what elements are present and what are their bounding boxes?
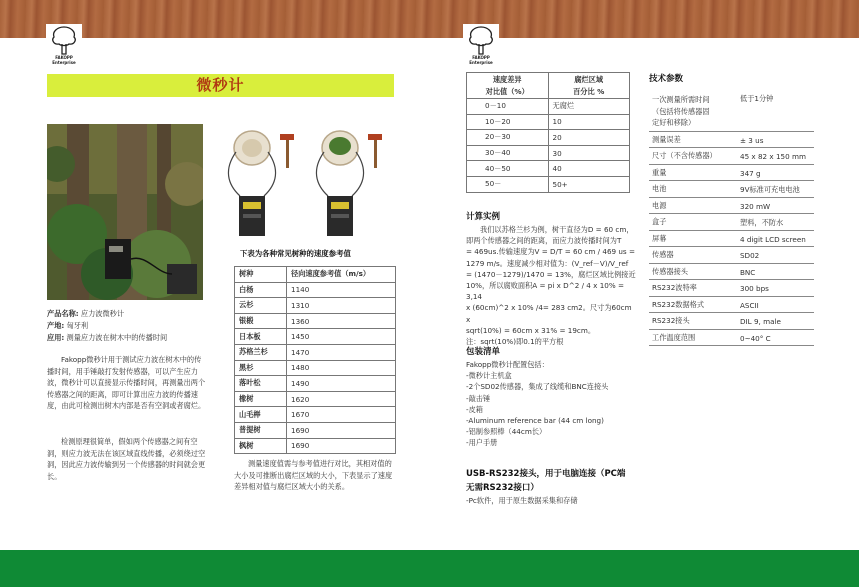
spec-value-cell: 320 mW: [737, 197, 814, 214]
spec-label-cell: [649, 263, 737, 280]
product-name-line: [47, 308, 124, 320]
spec-value-cell: SD02: [737, 247, 814, 264]
spec-row: [649, 230, 814, 247]
spec-row: [649, 313, 814, 330]
species-cell: 日本板: [235, 329, 287, 345]
green-footer-bar: [0, 550, 859, 587]
decay-header-cell: [548, 73, 630, 99]
spec-label: 一次测量所需时间: [652, 95, 710, 104]
package-heading: 包装清单: [466, 347, 501, 357]
spec-label: 传感器: [652, 250, 674, 259]
spec-row: [649, 329, 814, 346]
package-item: -Aluminum reference bar (44 cm long): [466, 416, 604, 426]
product-name-value: 应力波微秒计: [80, 309, 125, 318]
product-origin-value: 匈牙利: [66, 321, 89, 330]
speed-diff-cell: 10－20: [467, 114, 549, 130]
spec-label-cell: [649, 131, 737, 148]
spec-label-cell: [649, 164, 737, 181]
spec-label: RS232波特率: [652, 283, 697, 292]
speed-value-cell: 1620: [287, 391, 396, 407]
logo-line1: FAKOPP: [472, 55, 490, 60]
decay-percent-cell: 无腐烂: [548, 99, 630, 115]
decay-percent-cell: 50+: [548, 176, 630, 192]
spec-row: [649, 296, 814, 313]
species-cell: 苏格兰杉: [235, 344, 287, 360]
decay-table-row: [467, 145, 630, 161]
tree-icon: [466, 24, 496, 56]
decay-table-row: [467, 114, 630, 130]
calc-line: = (1470－1279)/1470 = 13%，腐烂区域比例接近: [466, 269, 636, 279]
spec-label: 重量: [652, 167, 667, 177]
product-origin-label: 产地:: [47, 321, 65, 330]
species-cell: 橡树: [235, 391, 287, 407]
spec-label: 传感器接头: [652, 266, 688, 276]
decay-header-line: 速度差异: [492, 74, 522, 84]
speed-value-cell: 1140: [287, 282, 396, 298]
speed-value-cell: 1690: [287, 422, 396, 438]
calc-line: 10%，所以腐败面积A = pi x D^2 / 4 x 10% = 3,14: [466, 281, 624, 302]
species-cell: 云杉: [235, 298, 287, 314]
decay-table-header: [467, 73, 630, 99]
speed-table-row: [235, 422, 396, 438]
spec-label: RS232接头: [652, 316, 690, 325]
product-use-value: 测量应力波在树木中的传播时间: [66, 333, 168, 342]
spec-label: 电池: [652, 184, 667, 193]
decay-header-cell: [467, 73, 549, 99]
product-use-label: 应用:: [47, 333, 65, 342]
fakopp-logo-right: [463, 24, 499, 68]
usb-heading-line1: USB-RS232接头，用于电脑连接（PC端: [466, 469, 626, 479]
spec-value-cell: BNC: [737, 263, 814, 280]
speed-table-row: [235, 376, 396, 392]
decay-percent-cell: 20: [548, 130, 630, 146]
spec-label-cell: [649, 181, 737, 198]
spec-row: [649, 197, 814, 214]
spec-value-cell: 347 g: [737, 164, 814, 181]
spec-row: [649, 280, 814, 297]
device-illustration-2: [310, 124, 392, 244]
speed-table-row: [235, 313, 396, 329]
speed-value-cell: 1310: [287, 298, 396, 314]
decay-table-row: [467, 130, 630, 146]
spec-label: （包括将传感器固: [652, 106, 710, 116]
spec-label-cell: [649, 92, 737, 131]
calc-line: 注：sqrt(10%)即0.1的平方根: [466, 337, 564, 347]
spec-row: [649, 131, 814, 148]
spec-label-cell: [649, 280, 737, 297]
spec-value-cell: DIL 9, male: [737, 313, 814, 330]
decay-percent-cell: 30: [548, 145, 630, 161]
speed-table-row: [235, 282, 396, 298]
spec-label: 尺寸（不含传感器）: [652, 151, 717, 160]
speed-diff-cell: 30－40: [467, 145, 549, 161]
speed-diff-cell: 20－30: [467, 130, 549, 146]
logo-line2: Enterprise: [469, 59, 493, 65]
speed-table-caption: 下表为各种常见树种的速度参考值: [240, 249, 351, 258]
spec-label: 测量误差: [652, 134, 681, 144]
speed-diff-cell: 40－50: [467, 161, 549, 177]
speed-table-row: [235, 407, 396, 423]
speed-table-header: [235, 267, 396, 283]
logo-line1: FAKOPP: [55, 55, 73, 60]
spec-row: [649, 148, 814, 165]
usb-note: -Pc软件，用于原生数据采集和存储: [466, 496, 578, 505]
spec-value-cell: ASCII: [737, 296, 814, 313]
package-item: Fakopp微秒计配置包括：: [466, 360, 549, 369]
speed-value-cell: 1470: [287, 344, 396, 360]
specs-heading: 技术参数: [649, 74, 684, 84]
specs-table: [649, 92, 814, 346]
speed-value-cell: 1450: [287, 329, 396, 345]
calc-line: 即两个传感器之间的距离，而应力波传播时间为T: [466, 236, 622, 246]
speed-table-row: [235, 360, 396, 376]
spec-row: [649, 214, 814, 231]
fakopp-logo-left: [46, 24, 82, 68]
spec-label: 盒子: [652, 217, 667, 226]
spec-label: 屏幕: [652, 233, 667, 243]
spec-label-cell: [649, 214, 737, 231]
tree-icon: [49, 24, 79, 56]
calc-example-text: [466, 224, 638, 347]
speed-reference-table: [234, 266, 396, 454]
speed-table-row: [235, 344, 396, 360]
decay-table-row: [467, 161, 630, 177]
spec-label-cell: [649, 230, 737, 247]
species-cell: 黑杉: [235, 360, 287, 376]
package-item: -用户手册: [466, 438, 498, 448]
decay-header-line: 腐烂区域: [574, 74, 604, 84]
spec-value-cell: 45 x 82 x 150 mm: [737, 148, 814, 165]
speed-table-row: [235, 391, 396, 407]
decay-percent-cell: 40: [548, 161, 630, 177]
spec-label: RS232数据格式: [652, 299, 705, 309]
package-item: -铝制参照棒（44cm长）: [466, 427, 547, 437]
spec-label-cell: [649, 329, 737, 346]
species-cell: 枫树: [235, 438, 287, 454]
wood-header-bar: [0, 0, 859, 38]
decay-header-line: 百分比 %: [573, 86, 605, 96]
speed-header-cell: 径向速度参考值（m/s）: [287, 267, 396, 283]
species-cell: 山毛榉: [235, 407, 287, 423]
page-title: 微秒计: [47, 74, 394, 97]
speed-value-cell: 1670: [287, 407, 396, 423]
species-cell: 白杨: [235, 282, 287, 298]
calc-line: = 469us.传输速度为V = D/T = 60 cm / 469 us =: [466, 247, 635, 257]
speed-value-cell: 1490: [287, 376, 396, 392]
decay-table-row: [467, 99, 630, 115]
logo-line2: Enterprise: [52, 59, 76, 65]
spec-label: 工作温度范围: [652, 332, 696, 342]
calc-heading: 计算实例: [466, 212, 501, 222]
product-origin-line: [47, 320, 88, 332]
usb-heading-line2: 无需RS232接口）: [466, 483, 539, 493]
calc-line: x (60cm)^2 x 10% /4= 283 cm2。尺寸为60cm x: [466, 303, 632, 324]
decay-percent-cell: 10: [548, 114, 630, 130]
decay-table-row: [467, 176, 630, 192]
description-paragraph-1: Fakopp微秒计用于测试应力波在树木中的传播时间，用手锤敲打发射传感器，可以产生应力波，微秒计可以直接显示传播时间，再测量出两个传感器之间的距离，即可计算出应力波的传播速度，由此可检测出树木内部是否有空洞或者腐烂。: [47, 355, 206, 410]
speed-header-cell: 树种: [235, 267, 287, 283]
speed-value-cell: 1360: [287, 313, 396, 329]
spec-value-cell: ± 3 us: [737, 131, 814, 148]
spec-label: 定好和移除）: [652, 118, 696, 127]
spec-row: [649, 164, 814, 181]
spec-value-cell: 9V标准可充电电池: [737, 181, 814, 198]
spec-label-cell: [649, 296, 737, 313]
product-use-line: [47, 332, 167, 344]
speed-diff-cell: 0－10: [467, 99, 549, 115]
spec-value-cell: 0~40° C: [737, 329, 814, 346]
package-list: [466, 359, 638, 449]
spec-label-cell: [649, 247, 737, 264]
spec-label-cell: [649, 313, 737, 330]
spec-label-cell: [649, 197, 737, 214]
spec-value-cell: 4 digit LCD screen: [737, 230, 814, 247]
speed-value-cell: 1690: [287, 438, 396, 454]
package-item: -2个SD02传感器，集成了线缆和BNC连接头: [466, 382, 609, 392]
field-photo: [47, 124, 203, 300]
calc-line: 我们以苏格兰杉为例，树干直径为D = 60 cm，: [480, 225, 634, 234]
decay-ratio-table: [466, 72, 630, 193]
speed-diff-cell: 50－: [467, 176, 549, 192]
spec-row: [649, 247, 814, 264]
species-cell: 银椴: [235, 313, 287, 329]
calc-line: 1279 m/s。速度减少相对值为：(V_ref－V)/V_ref: [466, 258, 629, 268]
spec-label: 电源: [652, 200, 667, 210]
package-item: -敲击锤: [466, 393, 491, 403]
description-paragraph-2: 检测原理很简单，假如两个传感器之间有空洞，则应力波无法在该区域直线传播，必须绕过空洞，因此应力波传输到另一个传感器的时间就会更长。: [47, 437, 206, 481]
package-item: -微秒计主机盒: [466, 371, 512, 381]
device-illustration-1: [222, 124, 304, 244]
species-cell: 落叶松: [235, 376, 287, 392]
spec-value-cell: 300 bps: [737, 280, 814, 297]
spec-row: [649, 181, 814, 198]
speed-table-row: [235, 298, 396, 314]
calc-line: sqrt(10%) = 60cm x 31% = 19cm。: [466, 325, 596, 335]
speed-table-row: [235, 329, 396, 345]
spec-row: [649, 92, 814, 131]
spec-value-cell: 低于1分钟: [737, 92, 814, 131]
decay-header-line: 对比值（%）: [485, 86, 529, 96]
product-name-label: 产品名称:: [47, 309, 79, 318]
package-item: -皮箱: [466, 404, 483, 414]
spec-row: [649, 263, 814, 280]
spec-label-cell: [649, 148, 737, 165]
speed-table-row: [235, 438, 396, 454]
speed-note: 测量速度值需与参考值进行对比，其相对值的大小及可推断出腐烂区域的大小，下表显示了速度差异相对值与腐烂区域大小的关系。: [234, 459, 393, 491]
spec-value-cell: 塑料，不防水: [737, 214, 814, 231]
species-cell: 普提树: [235, 422, 287, 438]
speed-value-cell: 1480: [287, 360, 396, 376]
